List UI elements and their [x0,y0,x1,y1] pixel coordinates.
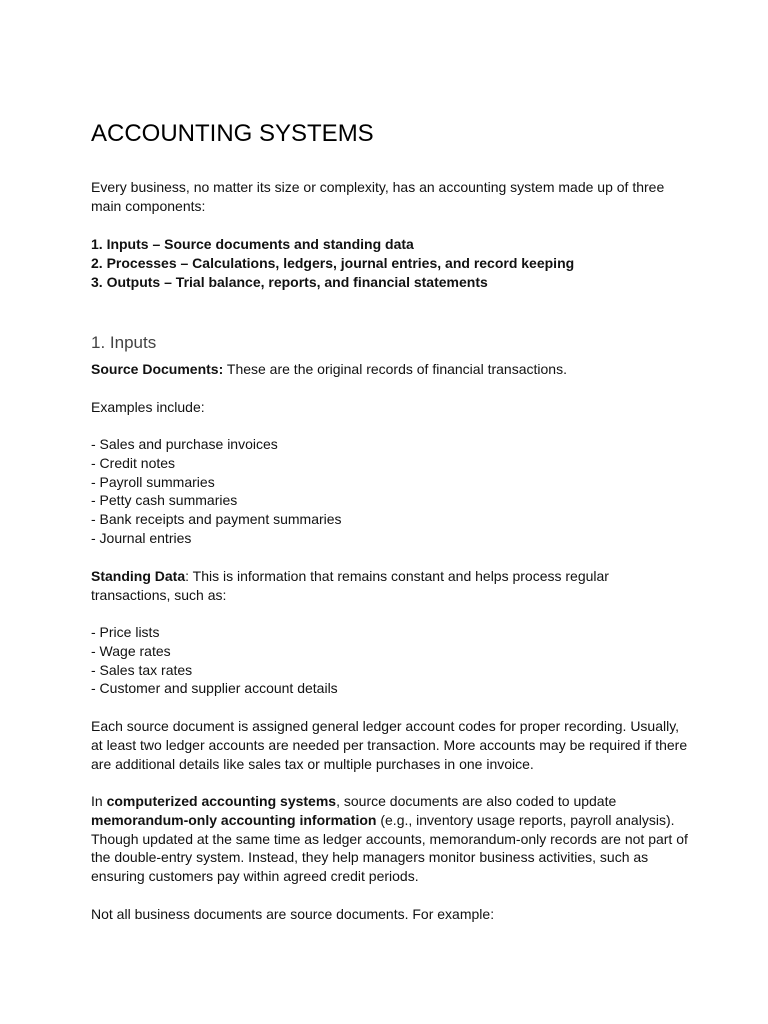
computerized-systems-paragraph [91,792,691,886]
list-item: - Customer and supplier account details [91,680,338,697]
component-item-inputs: 1. Inputs – Source documents and standing data [91,236,414,252]
component-item-outputs: 3. Outputs – Trial balance, reports, and financial statements [91,273,488,290]
examples-intro: Examples include: [91,399,205,415]
computerized-term: computerized accounting systems [106,793,337,809]
list-item: - Journal entries [91,529,192,546]
computerized-prefix: In [91,793,107,809]
list-item: - Bank receipts and payment summaries [91,511,342,528]
ledger-codes-paragraph: Each source document is assigned general ledger account codes for proper recording. Usually, at least two ledger accounts are needed per transaction. More accounts may be required if there are additional details like sales tax or multiple purchases in one invoice. [91,718,688,772]
section-heading-inputs: 1. Inputs [91,333,157,352]
list-item: - Petty cash summaries [91,492,238,509]
intro-paragraph: Every business, no matter its size or complexity, has an accounting system made up of three main components: [91,179,665,214]
closing-paragraph: Not all business documents are source documents. For example: [91,906,495,922]
list-item: - Sales and purchase invoices [91,436,278,452]
document-title: ACCOUNTING SYSTEMS [91,120,374,147]
source-documents-label: Source Documents: [91,361,224,377]
memorandum-term: memorandum-only accounting information [91,811,377,828]
computerized-middle: , source documents are also coded to update [336,793,617,809]
list-item: - Sales tax rates [91,661,193,678]
component-item-processes: 2. Processes – Calculations, ledgers, journal entries, and record keeping [91,254,575,271]
list-item: - Wage rates [91,642,171,659]
list-item: - Price lists [91,624,160,640]
standing-data-paragraph [91,567,691,605]
list-item: - Credit notes [91,454,176,471]
standing-data-examples-list [91,623,338,698]
list-item: - Payroll summaries [91,473,215,490]
components-list [91,235,574,291]
source-documents-paragraph [91,360,691,379]
source-documents-text: These are the original records of financial transactions. [223,361,567,377]
standing-data-text: : This is information that remains constant and helps process regular transactions, such as: [91,568,609,603]
computerized-suffix: (e.g., inventory usage reports, payroll analysis). Though updated at the same time as ledger accounts, memorandum-only records are not part of the double-entry system. Instead, they help managers monitor business activities, such as ensuring customers pay within agreed credit periods. [91,811,688,885]
source-documents-examples-list [91,435,342,548]
standing-data-label: Standing Data [91,568,186,584]
